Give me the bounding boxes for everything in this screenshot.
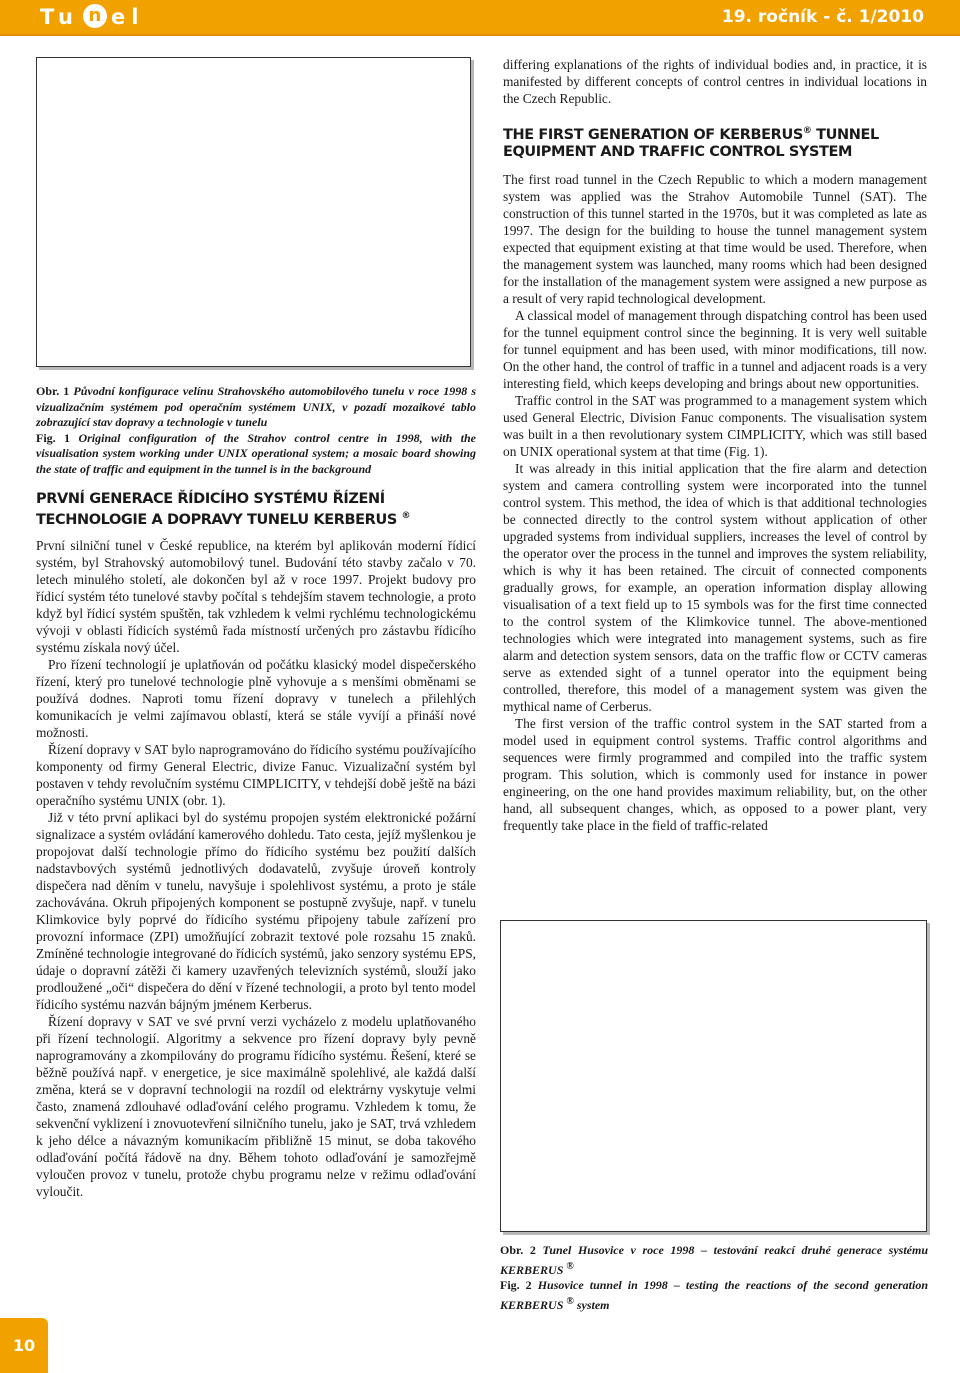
paragraph: Již v této první aplikaci byl do systému propojen systém elektronické požární signalizace a systém ovládání kamerového dohledu. Tato cesta, jejíž myšlenkou je propojovat další technologie přímo do řídicího systému bez použití dalších nadstavbových systémů jednotlivých dodavatelů, zvyšuje úroveň kontroly dispečera nad děním v tunelu, navyšuje i spolehlivost systému, a proto je stále zachovávána. Okruh připojených komponent se postupně zvyšuje, např. v tunelu Klimkovice byly poprvé do řídicího systému připojeny tabule zařízení pro provozní informace (ZPI) umožňující zobrazit textové pole rozsahu 15 znaků. Zmíněné technologie integrované do řídicích systémů, jako senzory systému EPS, údaje o dopravní zátěži či kamery uzavřených televizních systémů, slouží jako prodloužené „oči“ dispečera do dění v řízené technologii, a proto byl tento model řídicího systému nazván bájným jménem Kerberus. [36, 810, 476, 1013]
issue-label: 19. ročník - č. 1/2010 [721, 7, 924, 27]
paragraph: differing explanations of the rights of individual bodies and, in practice, it is manifested by different concepts of control centres in individual locations in the Czech Republic. [503, 57, 927, 106]
heading-line-1: PRVNÍ GENERACE ŘÍDICÍHO SYSTÉMU ŘÍZENÍ [36, 490, 385, 507]
figure-2-caption [500, 1243, 928, 1313]
figure-2-caption-en [500, 1278, 928, 1313]
caption-text-end: system [573, 1297, 610, 1312]
heading-line-2: TECHNOLOGIE A DOPRAVY TUNELU KERBERUS [36, 511, 397, 528]
paragraph: Traffic control in the SAT was programmed to a management system which used General Electric, Division Fanuc components. The visualisation system was built in a then revolutionary system CIMPLICITY, which was still based on UNIX operational system at that time (Fig. 1). [503, 392, 927, 459]
heading-line-1: THE FIRST GENERATION OF KERBERUS [503, 126, 803, 143]
caption-text: Husovice tunnel in 1998 – testing the reactions of the second generation KERBERUS [500, 1278, 928, 1312]
registered-mark: ® [566, 1295, 574, 1307]
header-bar [0, 0, 960, 36]
paragraph: A classical model of management through dispatching control has been used for the tunnel equipment control since the beginning. It is very well suitable for tunnel equipment and has been used, with minor modifications, till now. On the other hand, the control of traffic in a tunnel and adjacent roads is a very interesting field, which keeps developing and brings about new opportunities. [503, 307, 927, 391]
heading-line-1-end: TUNNEL [811, 126, 879, 143]
paragraph: Pro řízení technologií je uplatňován od počátku klasický model dispečerského řízení, který pro tunelové technologie plně vyhovuje a s menšími obměnami se používá dodnes. Naproti tomu řízení dopravy v tunelech a přilehlých komunikacích je velmi zajímavou oblastí, která se stále vyvíjí a přináší nové možnosti. [36, 657, 476, 741]
logo-text-end: el [110, 5, 145, 29]
section-heading-en [503, 123, 927, 162]
logo-ring-letter: n [83, 4, 107, 28]
figure-2-caption-cz [500, 1243, 928, 1278]
right-column [503, 56, 927, 834]
figure-1-image [36, 57, 471, 367]
figure-1-caption-cz [36, 384, 476, 431]
logo-text-start: Tu [40, 5, 79, 29]
registered-mark: ® [802, 126, 812, 136]
paragraph: První silniční tunel v České republice, na kterém byl aplikován moderní řídicí systém, byl Strahovský automobilový tunel. Budování této stavby začalo v 70. letech minulého století, ale dokončen byl až v roce 1997. Projekt budovy pro řídicí systém této tunelové stavby počítal s tehdejším stavem technologie, a proto když byl řídicí systém spuštěn, tak vzhledem k velmi rychlému technologickému vývoji v oblasti řídicích systémů řada místností určených pro zástavbu řídicího systému získala nový účel. [36, 538, 476, 656]
paragraph: Řízení dopravy v SAT ve své první verzi vycházelo z modelu uplatňovaného při řízení technologií. Algoritmy a sekvence pro řízení dopravy byly pevně naprogramovány a zkompilovány do programu řídicího systému. Řešení, které se běžně používá např. v energetice, je sice maximálně spolehlivé, ale každá další změna, která se v dopravní technologii na rozdíl od elektrárny vyskytuje velmi často, znamená zdlouhavé odlaďování celého programu. Vzhledem k tomu, že sekvenční vyklizení i znovuotevření silničního tunelu, jako je SAT, trvá vzhledem k jeho délce a návazným komunikacím přibližně 15 minut, se doba takového odlaďování počítá řádově na dny. Během tohoto odlaďování je samozřejmě vyloučen provoz v tunelu, protože chybu programu nelze v režimu odlaďování vyloučit. [36, 1014, 476, 1200]
paragraph: Řízení dopravy v SAT bylo naprogramováno do řídicího systému používajícího komponenty od firmy General Electric, divize Fanuc. Vizualizační systém byl postaven v tehdy revolučním systému CIMPLICITY, v tehdejší době ještě na bázi operačního systému UNIX (obr. 1). [36, 742, 476, 809]
section-heading-cz [36, 491, 476, 530]
figure-1-caption-en [36, 431, 476, 478]
heading-line-2: EQUIPMENT AND TRAFFIC CONTROL SYSTEM [503, 144, 853, 161]
registered-mark: ® [566, 1260, 574, 1272]
caption-label: Obr. 2 [500, 1243, 536, 1257]
registered-mark: ® [401, 511, 411, 522]
paragraph: The first road tunnel in the Czech Republic to which a modern management system was applied was the Strahov Automobile Tunnel (SAT). The construction of this tunnel started in the 1970s, but it was completed as late as 1997. The design for the building to house the tunnel management system expected that equipment existing at that time would be used. Therefore, when the management system was launched, many rooms which had been designed for the installation of the management system were assigned a new purpose as a result of very rapid technological development. [503, 171, 927, 306]
paragraph: It was already in this initial application that the fire alarm and detection system and camera controlling system were incorporated into the tunnel control system. This method, the idea of which is that additional technologies be connected directly to the control system without application of other upgraded systems from individual suppliers, increases the level of control by the operator over the process in the tunnel and improves the system reliability, which is why it has been retained. The circuit of connected components gradually grows, for example, an operation information display allowing visualisation of a text field up to 15 symbols was for the first time connected to the control system of the Klimkovice tunnel. The above-mentioned technologies which were integrated into management systems, such as fire alarm and detection system sensors, data on the traffic flow or CCTV cameras serve as extended sight of a tunnel operator into the equipment being controlled, therefore, this model of a management system was given the mythical name of Cerberus. [503, 460, 927, 714]
figure-2-image [500, 920, 927, 1232]
caption-text: Original configuration of the Strahov control centre in 1998, with the visualisation system working under UNIX operational system; a mosaic board showing the state of traffic and equipment in the tunnel is in the background [36, 430, 477, 476]
caption-label: Obr. 1 [36, 384, 70, 398]
page-number: 10 [0, 1318, 48, 1373]
tunel-logo [40, 4, 144, 30]
caption-text: Tunel Husovice v roce 1998 – testování reakcí druhé generace systému KERBERUS [500, 1243, 929, 1277]
caption-label: Fig. 2 [500, 1278, 532, 1293]
paragraph: The first version of the traffic control system in the SAT started from a model used in equipment control systems. Traffic control algorithms and sequences were firmly programmed and compiled into the traffic system program. This solution, which is commonly used for instance in power engineering, on the one hand provides maximum reliability, but, on the other hand, all subsequent changes, which, as opposed to a power plant, very frequently take place in the field of traffic-related [503, 715, 927, 833]
caption-label: Fig. 1 [36, 430, 71, 445]
left-column [36, 384, 476, 1200]
caption-text: Původní konfigurace velínu Strahovského automobilového tunelu v roce 1998 s vizualizačním systémem pod operačním systémem UNIX, v pozadí mozaikové tablo zobrazující stav dopravy a technologie v tunelu [36, 384, 477, 430]
